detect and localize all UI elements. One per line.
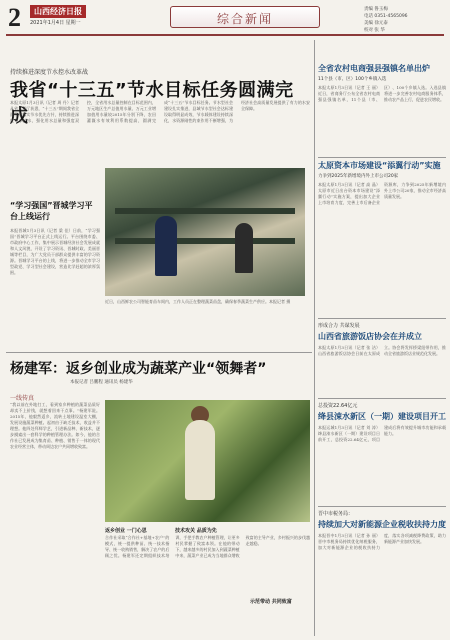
feature-body-left: “我以前在外地打工，看到家乡种植的蔬菜品质好却卖不上价钱，就想着回来干点事。”杨建军说。2015年，他毅然返乡，流转土地建设温室大棚，发展设施蔬菜种植。起初由于缺乏技术，收益并不理想。他四处拜师学艺，引进新品种、新技术，逐步摸索出一套科学的种植管理办法。如今，他的合作社已发展成为集育苗、种植、销售于一体的现代农业经营主体，带动周边农户共同增收致富。: [10, 402, 100, 449]
right-body: 本报太原1月3日讯（记者 张 洁）山西省旅游饭店协会日前在太原成立。协会将发挥桥梁纽带作用，推动全省旅游饭店业规范化发展。: [318, 345, 446, 356]
lead-photo-caption: 近日，山西鲜农公司智能育苗车间内，工作人员正在整理蔬菜苗盘，确保春季蔬菜生产供应。本报记者 摄: [105, 299, 291, 304]
right-headline: 山西省旅游饭店协会在并成立: [318, 332, 422, 341]
lead-photo: [105, 168, 305, 296]
right-headline: 持续加大对新能源企业税收扶持力度: [318, 520, 446, 529]
right-kicker: 总投资22.64亿元: [318, 403, 358, 409]
column-divider: [314, 40, 315, 636]
divider: [318, 398, 446, 399]
feature-headline: 杨建军：返乡创业成为蔬菜产业“领舞者”: [10, 361, 267, 377]
lead-headline: 我省“十三五”节水目标任务圆满完成: [10, 80, 294, 127]
sidebar-body: 本报晋城1月3日讯（记者 梁 佳）日前，“学习强国”晋城学习平台正式上线运行。平台围绕市委、市政府中心工作，集中展示晋城经济社会发展成就和人文风貌，开设了学习资讯、晋城时政、美丽晋城等栏目，为广大党员干部群众提供丰富的学习资源。晋城学习平台的上线，将进一步推动全市学习型政党、学习型社会建设，营造比学赶超的浓厚氛围。: [10, 228, 100, 275]
section-banner: [170, 6, 320, 28]
right-headline: 太原资本市场建设“添翼行动”实施: [318, 161, 441, 170]
column-tag: 一线传真: [10, 395, 35, 402]
right-subhead: 力争到2025年新增境内外上市公司20家: [318, 174, 399, 179]
photo-worker: [155, 216, 177, 276]
paper-name: 山西经济日报: [30, 5, 86, 18]
right-headline: 全省农村电商强县强镇名单出炉: [318, 64, 430, 73]
staff-line: 美编 徐元泰: [364, 21, 388, 26]
page-number: 2: [8, 3, 21, 32]
right-subhead: 11个县（市、区）100个乡镇入选: [318, 77, 387, 82]
photo-shelf: [115, 238, 295, 244]
sidebar-headline: “学习强国”晋城学习平台上线运行: [10, 201, 93, 221]
right-kicker: 晋中市税务局：: [318, 511, 354, 517]
photo-worker: [235, 223, 253, 273]
lead-body: 本报太原1月3日讯（记者 周 丹）记者从省水利厅获悉，“十三五”期间我省全面贯彻落实节水优先方针，持续推进深度节水控水，强化用水总量和强度双控，全省用水总量控制在目标范围内，万元地区生产总值用水量、万元工业增加值用水量较2015年分别下降，农田灌溉水有效利用系数提高，圆满完成“十三五”节水目标任务。节水型社会建设扎实推进，县域节水型社会达标建设取得明显成效，节水载体建设持续深化，水资源刚性约束作用不断增强，为经济社会高质量发展提供了有力的水安全保障。: [10, 100, 310, 123]
feature-body: 合作社采取“合作社+基地+农户”的模式，统一提供种苗、统一技术指导、统一收购销售，解决了农户的后顾之忧。杨建军还定期组织技术培训，手把手教农户种植管理，让更多村民掌握了致富本领。在他的带动下，越来越多的村民加入到蔬菜种植中来，蔬菜产业已成为当地群众增收致富的主导产业，乡村振兴的步伐越走越稳。: [105, 535, 310, 558]
masthead-rule: [6, 34, 444, 36]
right-kicker: 形成合力 共谋发展: [318, 323, 360, 329]
section-name: 综合新闻: [216, 12, 273, 26]
feature-byline: 本报记者 吕鹏程 通讯员 杨建华: [70, 380, 133, 385]
photo-shelf: [115, 208, 295, 214]
feature-subhead: 示范带动 共同致富: [250, 599, 292, 605]
divider: [318, 157, 446, 158]
staff-line: 电话 0351-4565096: [364, 14, 408, 19]
right-body: 本报太原1月3日讯（记者 高 晶）太原市近日出台资本市场建设“添翼行动”实施方案，提出加大企业上市培育力度，完善上市后备企业资源库，力争到2025年新增境内外上市公司20家，推动全市经济高质量发展。: [318, 182, 446, 205]
photo-person: [185, 420, 215, 500]
divider: [318, 506, 446, 507]
staff-credits: [364, 6, 442, 34]
feature-subhead: 返乡创业 一门心思: [105, 528, 147, 534]
staff-line: 校对 张 华: [364, 28, 385, 33]
lead-kicker: 持续推进深度节水控水改革战: [10, 69, 89, 76]
masthead: [0, 0, 450, 38]
feature-subhead: 技术攻关 品质为先: [175, 528, 217, 534]
divider: [6, 352, 312, 353]
right-headline: 绛县涑水新区（一期）建设项目开工: [318, 412, 446, 421]
right-body: 本报晋中1月3日讯（记者 孙 丽）晋中市税务局持续优化纳税服务，加大对新能源企业的税收扶持力度，落实各项减税降费政策，助力新能源产业加快发展。: [318, 533, 446, 550]
divider: [318, 318, 446, 319]
right-body: 本报运城1月3日讯（记者 刘 涛）绛县涑水新区（一期）建设项目日前开工，总投资22.64亿元，项目建成后将有效提升城市功能和承载能力。: [318, 425, 446, 442]
feature-photo: [105, 400, 310, 522]
issue-date: 2021年1月4日 星期一: [30, 20, 81, 26]
right-body: 本报太原1月3日讯（记者 王 丽）近日，省商务厅公布全省农村电商强县强镇名单，11个县（市、区）、100个乡镇入选。入选县镇将进一步完善农村电商服务体系，推动农产品上行，促进农民增收。: [318, 85, 446, 102]
staff-line: 责编 鲁玉梅: [364, 7, 388, 12]
